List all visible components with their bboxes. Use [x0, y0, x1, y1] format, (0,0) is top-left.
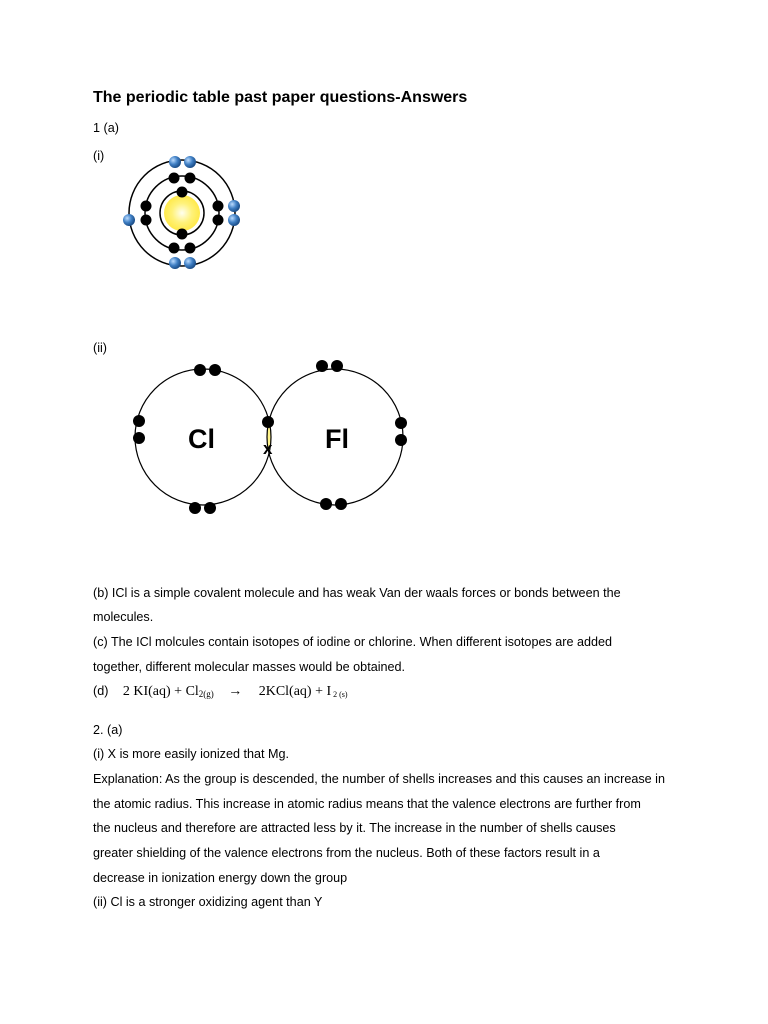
question-2a-label: 2. (a)	[93, 723, 123, 737]
electron	[209, 364, 221, 376]
equation-arrow: →	[228, 684, 243, 699]
question-1c-line2: together, different molecular masses would be obtained.	[93, 660, 406, 674]
equation-reactants: 2 KI(aq) + Cl	[122, 684, 199, 699]
explanation-line: greater shielding of the valence electrons from the nucleus. Both of these factors result in a	[93, 846, 600, 860]
electron	[133, 415, 145, 427]
question-1a-label: 1 (a)	[93, 121, 119, 135]
page-title: The periodic table past paper questions-Answers	[93, 89, 468, 106]
shared-marker-label: x	[263, 439, 273, 458]
electron	[395, 434, 407, 446]
electron	[320, 498, 332, 510]
explanation-line: decrease in ionization energy down the group	[93, 871, 348, 885]
equation-product-subscript: 2 (s)	[333, 690, 348, 699]
question-1a-ii-label: (ii)	[93, 341, 107, 355]
question-1d-label: (d)	[93, 684, 109, 698]
electron	[316, 360, 328, 372]
question-2a-i-text: (i) X is more easily ionized that Mg.	[93, 747, 289, 761]
explanation-line: the atomic radius. This increase in atomic radius means that the valence electrons are further from	[93, 797, 641, 811]
electron	[189, 502, 201, 514]
question-1b-line1: (b) ICl is a simple covalent molecule and has weak Van der waals forces or bonds between the	[93, 586, 621, 600]
electron	[335, 498, 347, 510]
question-1d-equation	[93, 682, 348, 700]
explanation-line: the nucleus and therefore are attracted less by it. The increase in the number of shells causes	[93, 821, 616, 835]
electron	[395, 417, 407, 429]
equation-reactant-subscript: 2(g)	[198, 689, 214, 699]
shared-electron	[262, 416, 274, 428]
equation-products: 2KCl(aq) + I	[258, 684, 332, 699]
explanation-line: Explanation: As the group is descended, the number of shells increases and this causes an increase in	[93, 772, 665, 786]
question-1a-i-label: (i)	[93, 149, 105, 163]
question-2a-ii-text: (ii) Cl is a stronger oxidizing agent than Y	[93, 895, 323, 909]
electron	[194, 364, 206, 376]
right-atom-label: Fl	[325, 424, 349, 454]
question-1c-line1: (c) The ICl molcules contain isotopes of iodine or chlorine. When different isotopes are added	[93, 635, 612, 649]
electron	[204, 502, 216, 514]
question-1b-line2: molecules.	[93, 610, 154, 624]
electron	[133, 432, 145, 444]
electron	[331, 360, 343, 372]
left-atom-label: Cl	[188, 424, 215, 454]
